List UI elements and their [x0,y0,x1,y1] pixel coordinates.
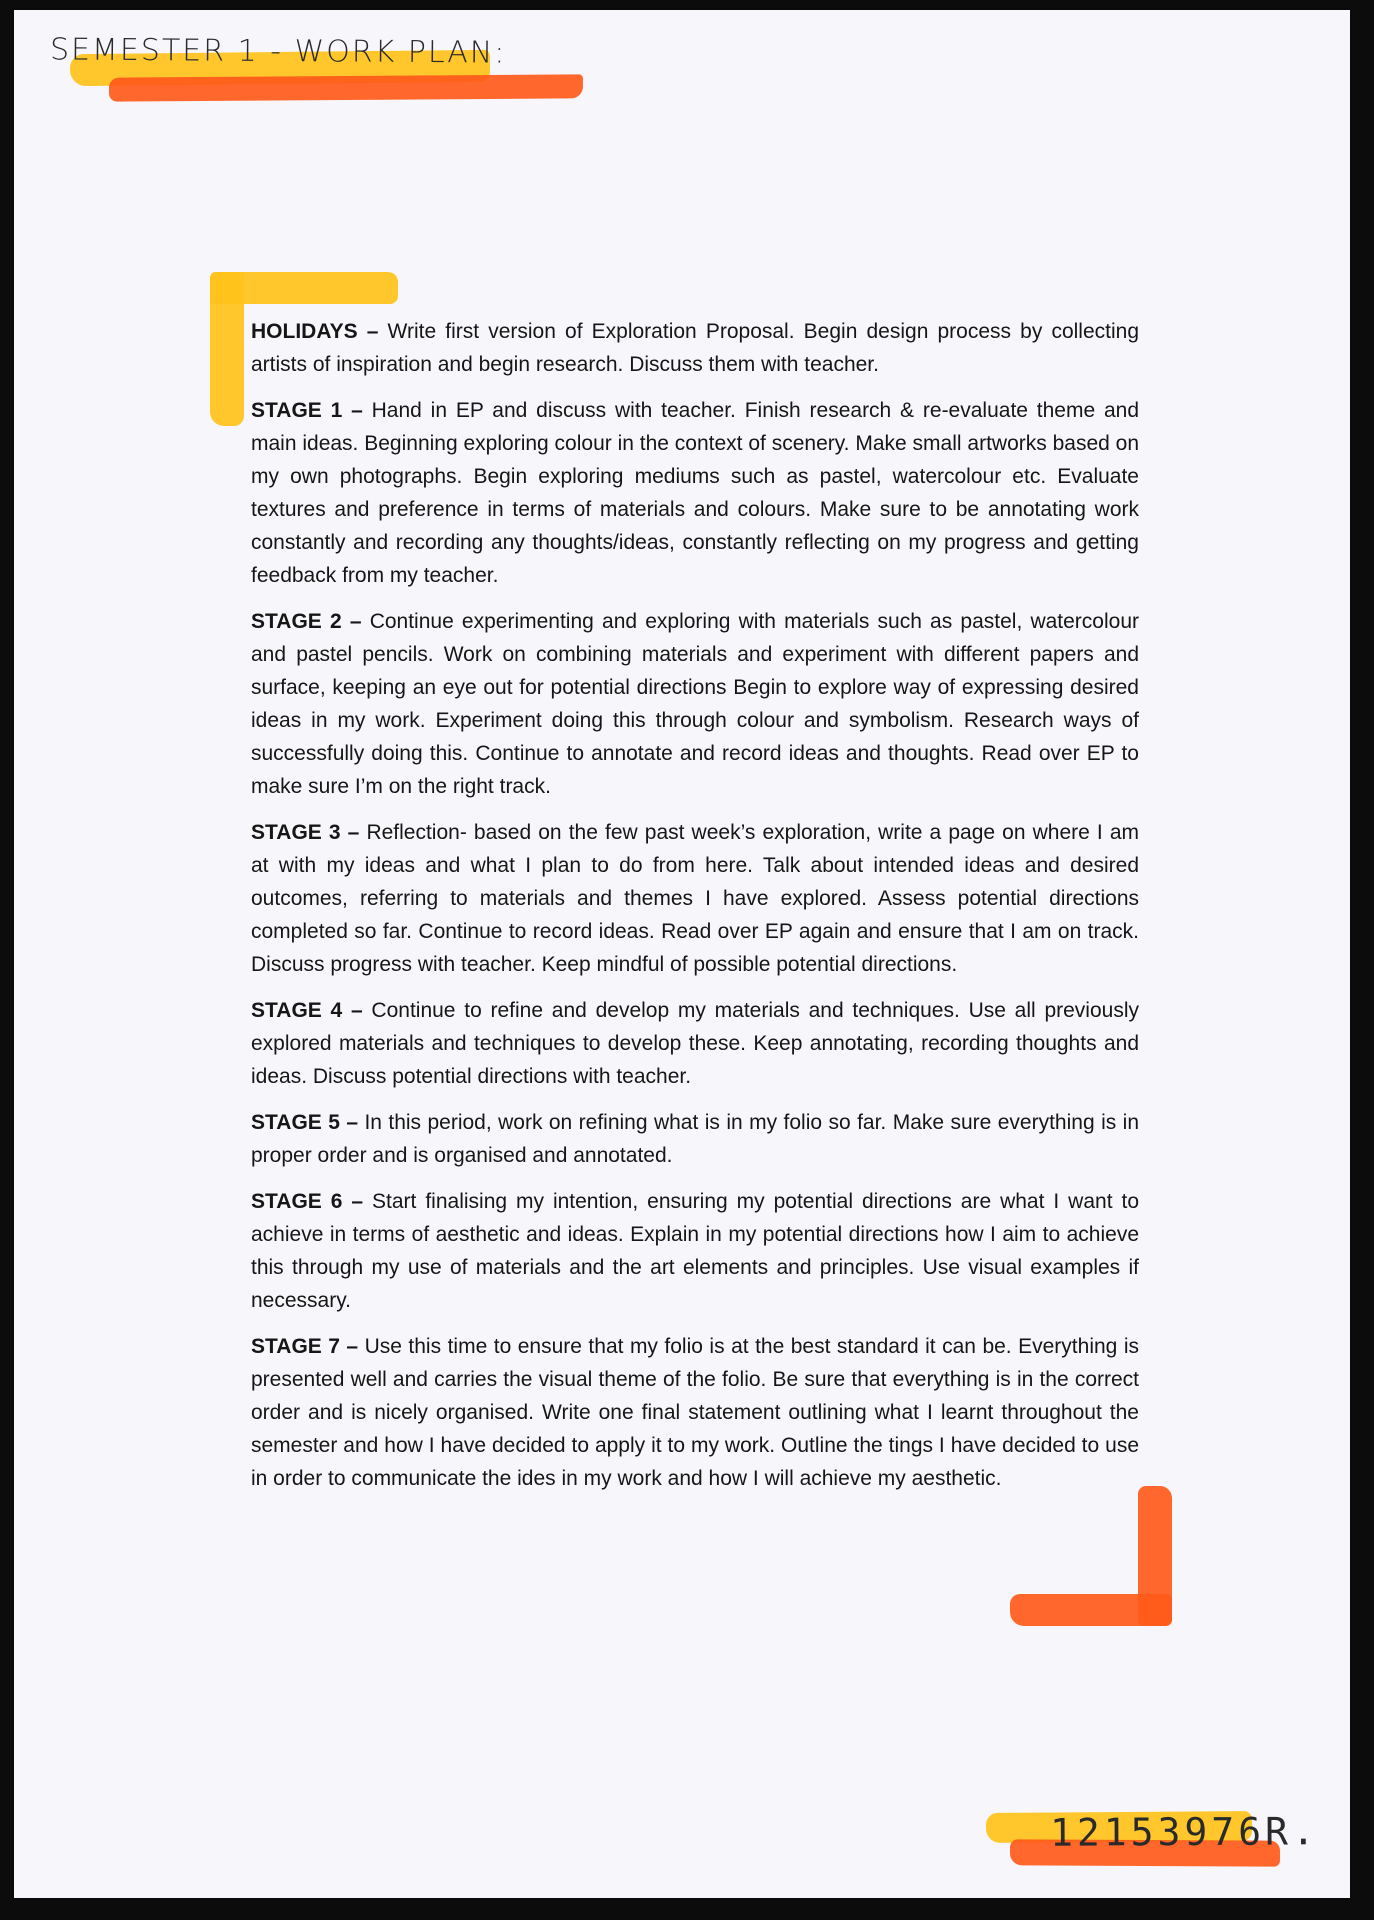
page-title: SEMESTER 1 - WORK PLAN: [49,32,507,71]
stage-text: Hand in EP and discuss with teacher. Finish research & re-evaluate theme and main ideas. Beginning exploring colour in the context of scenery. Make small artworks based on my own photographs. Begin exploring mediums such as pastel, watercolour etc. Evaluate textures and preference in terms of materials and colours. Make sure to be annotating work constantly and recording any thoughts/ideas, constantly reflecting on my progress and getting feedback from my teacher. [251,399,1140,587]
stage-2 [251,605,1139,803]
stage-label: STAGE 5 – [251,1111,358,1134]
stage-text: Write first version of Exploration Proposal. Begin design process by collecting artists of inspiration and begin research. Discuss them with teacher. [251,320,1140,376]
student-id: 12153976R. [1049,1809,1319,1855]
stage-5 [251,1106,1139,1172]
stage-label: STAGE 4 – [251,999,363,1022]
document-page [14,10,1350,1898]
stage-4 [251,994,1139,1093]
stage-label: HOLIDAYS – [251,320,379,343]
stage-6 [251,1185,1139,1317]
work-plan-body [251,315,1139,1508]
stage-7 [251,1330,1139,1495]
stage-text: Continue to refine and develop my materials and techniques. Use all previously explored materials and techniques to develop these. Keep annotating, recording thoughts and ideas. Discuss potential directions with teacher. [251,999,1139,1088]
stage-text: Continue experimenting and exploring with materials such as pastel, watercolour and pastel pencils. Work on combining materials and experiment with different papers and surface, keeping an eye out for potential directions Begin to explore way of expressing desired ideas in my work. Experiment doing this through colour and symbolism. Research ways of successfully doing this. Continue to annotate and record ideas and thoughts. Read over EP to make sure I’m on the right track. [251,610,1139,798]
stage-1 [251,394,1139,592]
stage-text: Reflection- based on the few past week’s exploration, write a page on where I am at with my ideas and what I plan to do from here. Talk about intended ideas and desired outcomes, referring to materials and themes I have explored. Assess potential directions completed so far. Continue to record ideas. Read over EP again and ensure that I am on track. Discuss progress with teacher. Keep mindful of possible potential directions. [251,821,1140,976]
stage-text: Use this time to ensure that my folio is at the best standard it can be. Everything is presented well and carries the visual theme of the folio. Be sure that everything is in the correct order and is nicely organised. Write one final statement outlining what I learnt throughout the semester and how I have decided to apply it to my work. Outline the tings I have decided to use in order to communicate the ides in my work and how I will achieve my aesthetic. [251,1335,1139,1490]
title-highlight-orange [109,74,583,101]
stage-holidays [251,315,1139,381]
bracket-bottom-right-horizontal [1010,1594,1172,1626]
stage-text: Start finalising my intention, ensuring my potential directions are what I want to achieve in terms of aesthetic and ideas. Explain in my potential directions how I aim to achieve this through my use of materials and the art elements and principles. Use visual examples if necessary. [251,1190,1140,1312]
stage-label: STAGE 6 – [251,1190,364,1213]
stage-label: STAGE 2 – [251,610,362,633]
stage-text: In this period, work on refining what is in my folio so far. Make sure everything is in proper order and is organised and annotated. [251,1111,1140,1167]
stage-label: STAGE 7 – [251,1335,359,1358]
stage-3 [251,816,1139,981]
stage-label: STAGE 1 – [251,399,363,422]
bracket-top-left-vertical [210,272,244,426]
stage-label: STAGE 3 – [251,821,360,844]
